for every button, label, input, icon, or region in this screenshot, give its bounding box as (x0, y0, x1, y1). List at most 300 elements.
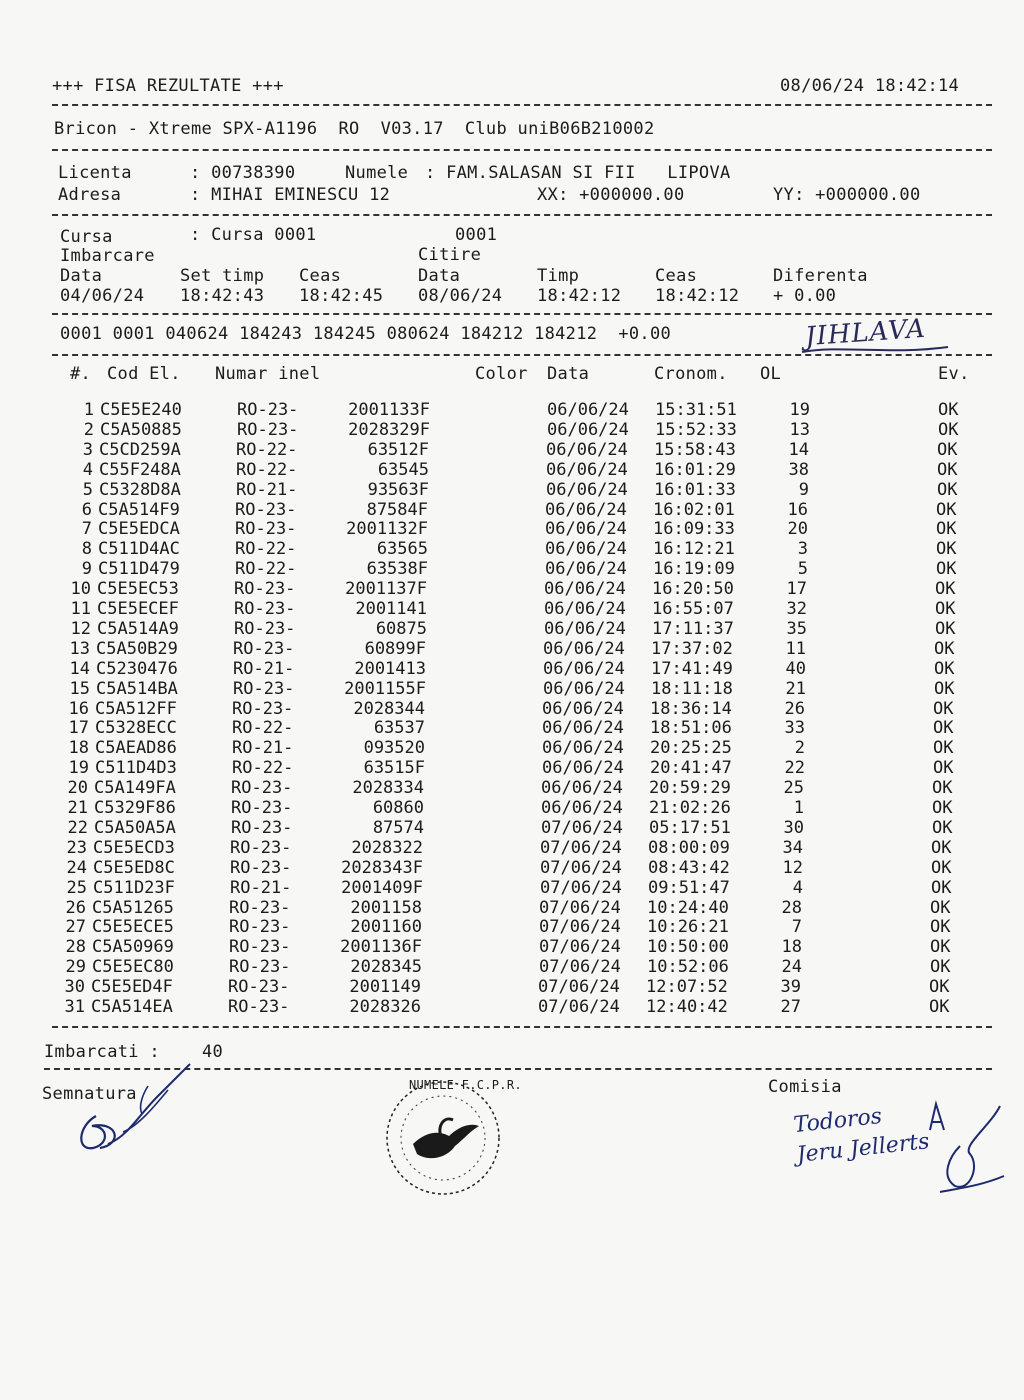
row-nr: 28 (65, 937, 86, 958)
row-cod: C5AEAD86 (95, 738, 177, 759)
row-data: 07/06/24 (540, 837, 622, 858)
row-data: 06/06/24 (546, 439, 628, 460)
row-ring-number: 2001132F (346, 519, 428, 540)
row-data: 06/06/24 (543, 638, 625, 659)
handwritten-location: JIHLAVA (804, 313, 927, 353)
row-ring-number: 63515F (363, 758, 425, 779)
print-timestamp: 08/06/24 18:42:14 (780, 76, 960, 96)
row-cronom: 10:24:40 (647, 897, 729, 918)
row-ol: 35 (786, 618, 807, 639)
row-ol: 18 (781, 937, 802, 958)
row-nr: 10 (70, 579, 91, 600)
row-ev: OK (932, 798, 953, 818)
row-data: 06/06/24 (542, 758, 624, 779)
row-ev: OK (933, 698, 954, 719)
row-ring-prefix: RO-23- (234, 599, 296, 619)
row-nr: 13 (69, 638, 90, 659)
licenta-label: Licenta (58, 163, 132, 183)
row-ol: 19 (789, 400, 810, 420)
row-nr: 1 (83, 400, 94, 420)
row-ring-prefix: RO-23- (229, 917, 291, 938)
row-ev: OK (936, 499, 957, 520)
row-cod: C5CD259A (99, 439, 181, 460)
row-ring-number: 2028345 (350, 957, 422, 978)
row-cod: C5E5ECEF (97, 599, 179, 619)
row-nr: 5 (82, 479, 93, 500)
row-ol: 34 (782, 837, 803, 858)
row-cod: C511D4D3 (95, 758, 177, 779)
row-data: 07/06/24 (538, 977, 620, 998)
col-ceas: Ceas (299, 266, 342, 286)
row-cronom: 16:01:33 (654, 479, 736, 500)
row-cod: C5230476 (96, 658, 178, 679)
row-ev: OK (930, 897, 951, 918)
col-ceas2: Ceas (655, 266, 698, 286)
row-cod: C5A50969 (92, 937, 174, 958)
row-cod: C511D23F (93, 877, 175, 898)
row-cod: C5A50A5A (94, 817, 176, 838)
club-stamp (383, 1078, 522, 1198)
row-cod: C5328D8A (99, 479, 181, 500)
row-data: 07/06/24 (540, 857, 622, 878)
row-ring-number: 87574 (372, 817, 424, 838)
row-ring-prefix: RO-21- (230, 877, 292, 898)
row-data: 07/06/24 (539, 957, 621, 978)
row-nr: 16 (68, 698, 89, 719)
row-nr: 14 (69, 658, 90, 679)
row-ev: OK (930, 957, 951, 978)
row-ring-prefix: RO-23- (230, 857, 292, 878)
row-nr: 4 (82, 459, 93, 480)
row-cod: C5A50885 (100, 419, 182, 440)
row-cronom: 16:01:29 (654, 459, 736, 480)
row-ol: 16 (787, 499, 808, 520)
row-nr: 23 (66, 837, 87, 858)
citire-label: Citire (418, 245, 482, 265)
row-ev: OK (936, 519, 957, 540)
row-ev: OK (931, 857, 952, 878)
row-cronom: 15:31:51 (655, 400, 737, 420)
row-nr: 19 (68, 758, 89, 779)
row-ol: 25 (783, 778, 804, 799)
numele-label: Numele (345, 163, 409, 183)
row-ring-prefix: RO-22- (236, 439, 298, 460)
row-cod: C55F248A (99, 459, 181, 480)
row-data: 07/06/24 (541, 817, 623, 838)
th-cronom: Cronom. (654, 364, 728, 384)
row-cod: C5A514A9 (97, 618, 179, 639)
row-data: 07/06/24 (539, 897, 621, 918)
row-data: 06/06/24 (545, 559, 627, 580)
row-ol: 21 (785, 678, 806, 699)
row-ring-prefix: RO-23- (228, 977, 290, 998)
row-ev: OK (932, 817, 953, 838)
row-ring-number: 2028344 (353, 698, 425, 719)
row-cronom: 18:36:14 (650, 698, 732, 719)
row-cronom: 17:41:49 (651, 658, 733, 679)
row-cod: C5A512FF (95, 698, 177, 719)
row-ring-prefix: RO-22- (235, 539, 297, 560)
row-ring-number: 2028326 (349, 997, 421, 1017)
col-data: Data (60, 266, 103, 286)
row-ring-prefix: RO-23- (230, 837, 292, 858)
row-ev: OK (937, 479, 958, 500)
row-cronom: 09:51:47 (648, 877, 730, 898)
row-ring-prefix: RO-23- (229, 897, 291, 918)
row-cronom: 20:59:29 (649, 778, 731, 799)
stamp-graphic (383, 1078, 503, 1198)
row-ol: 22 (784, 758, 805, 779)
row-cod: C5E5ED8C (93, 857, 175, 878)
row-ol: 20 (787, 519, 808, 540)
divider (52, 1026, 992, 1028)
row-ring-prefix: RO-23- (235, 519, 297, 540)
row-ol: 38 (788, 459, 809, 480)
row-ring-number: 2001136F (340, 937, 422, 958)
row-data: 06/06/24 (542, 698, 624, 719)
row-ol: 2 (794, 738, 805, 759)
row-ev: OK (934, 658, 955, 679)
row-cronom: 16:02:01 (653, 499, 735, 520)
row-data: 06/06/24 (544, 599, 626, 619)
row-ol: 12 (782, 857, 803, 878)
row-cronom: 15:52:33 (655, 419, 737, 440)
row-ev: OK (936, 559, 957, 580)
row-ev: OK (933, 738, 954, 759)
row-ol: 3 (797, 539, 808, 560)
row-cod: C5E5EC53 (97, 579, 179, 600)
divider (52, 354, 992, 356)
row-ring-number: 2001141 (355, 599, 427, 619)
row-cod: C5E5EDCA (98, 519, 180, 540)
val-ceas: 18:42:45 (299, 286, 384, 306)
row-ring-prefix: RO-23- (229, 957, 291, 978)
row-cod: C5E5ED4F (91, 977, 173, 998)
row-ev: OK (934, 638, 955, 659)
col-timp: Timp (537, 266, 580, 286)
row-data: 06/06/24 (544, 579, 626, 600)
val-data: 04/06/24 (60, 286, 145, 306)
row-ring-number: 2001413 (354, 658, 426, 679)
row-cronom: 17:11:37 (652, 618, 734, 639)
row-data: 06/06/24 (545, 519, 627, 540)
divider (52, 104, 992, 106)
row-cod: C5E5ECD3 (93, 837, 175, 858)
semnatura-label: Semnatura (42, 1084, 137, 1104)
row-ring-number: 2001158 (350, 897, 422, 918)
row-ev: OK (935, 579, 956, 600)
row-ring-number: 63537 (373, 718, 425, 739)
row-ol: 14 (788, 439, 809, 460)
col-data2: Data (418, 266, 461, 286)
row-ev: OK (938, 419, 959, 440)
row-cronom: 18:11:18 (651, 678, 733, 699)
row-ring-number: 60899F (364, 638, 426, 659)
row-ev: OK (935, 618, 956, 639)
row-cod: C5E5E240 (100, 400, 182, 420)
row-ring-prefix: RO-23- (235, 499, 297, 520)
device-line: Bricon - Xtreme SPX-A1196 RO V03.17 Club uniB06B210002 (54, 119, 655, 139)
row-ring-prefix: RO-23- (233, 638, 295, 659)
row-data: 06/06/24 (547, 419, 629, 440)
row-ol: 24 (781, 957, 802, 978)
row-data: 06/06/24 (545, 499, 627, 520)
row-ring-number: 2001137F (345, 579, 427, 600)
row-ring-prefix: RO-22- (232, 718, 294, 739)
row-ol: 9 (798, 479, 809, 500)
row-nr: 21 (67, 798, 88, 818)
row-ring-number: 87584F (366, 499, 428, 520)
row-ol: 26 (784, 698, 805, 719)
row-ring-prefix: RO-23- (234, 579, 296, 600)
row-data: 06/06/24 (544, 618, 626, 639)
row-data: 06/06/24 (542, 738, 624, 759)
row-cronom: 20:41:47 (650, 758, 732, 779)
row-ring-number: 2028343F (341, 857, 423, 878)
row-data: 07/06/24 (538, 997, 620, 1017)
row-nr: 12 (70, 618, 91, 639)
row-nr: 15 (69, 678, 90, 699)
row-nr: 22 (67, 817, 88, 838)
row-cronom: 18:51:06 (650, 718, 732, 739)
row-ring-prefix: RO-23- (232, 698, 294, 719)
row-ev: OK (937, 439, 958, 460)
col-diferenta: Diferenta (773, 266, 868, 286)
row-nr: 24 (66, 857, 87, 878)
row-ol: 5 (797, 559, 808, 580)
row-ol: 33 (784, 718, 805, 739)
row-nr: 17 (68, 718, 89, 739)
row-ring-prefix: RO-22- (235, 559, 297, 580)
row-cod: C5328ECC (95, 718, 177, 739)
row-ev: OK (931, 837, 952, 858)
row-data: 06/06/24 (541, 798, 623, 818)
coord-xx: XX: +000000.00 (537, 185, 685, 205)
row-ol: 27 (780, 997, 801, 1017)
val-diferenta: + 0.00 (773, 286, 837, 306)
row-data: 06/06/24 (546, 459, 628, 480)
licenta-value: : 00738390 (190, 163, 296, 183)
row-cod: C5A514BA (96, 678, 178, 699)
row-ol: 40 (785, 658, 806, 679)
row-cronom: 16:19:09 (653, 559, 735, 580)
th-cod: Cod El. (107, 364, 181, 384)
cursa-value: : Cursa 0001 (190, 225, 317, 245)
row-ol: 7 (791, 917, 802, 938)
row-ol: 13 (789, 419, 810, 440)
th-color: Color (475, 364, 528, 384)
row-ring-number: 2028329F (348, 419, 430, 440)
row-cronom: 16:09:33 (653, 519, 735, 540)
row-cronom: 16:12:21 (653, 539, 735, 560)
row-cronom: 15:58:43 (654, 439, 736, 460)
row-nr: 2 (83, 419, 94, 440)
row-cod: C5329F86 (94, 798, 176, 818)
row-ring-number: 63565 (376, 539, 428, 560)
coord-yy: YY: +000000.00 (773, 185, 921, 205)
row-ev: OK (933, 758, 954, 779)
row-nr: 3 (82, 439, 93, 460)
row-nr: 11 (70, 599, 91, 619)
row-ring-prefix: RO-23- (234, 618, 296, 639)
stamp-text: NUMELE F.C.P.R. (409, 1078, 522, 1092)
row-ol: 4 (792, 877, 803, 898)
numele-value: : FAM.SALASAN SI FII LIPOVA (425, 163, 731, 183)
row-ring-number: 2028334 (352, 778, 424, 799)
row-cronom: 05:17:51 (649, 817, 731, 838)
row-nr: 25 (66, 877, 87, 898)
row-data: 06/06/24 (543, 678, 625, 699)
row-ol: 28 (781, 897, 802, 918)
row-ring-number: 2001155F (344, 678, 426, 699)
row-nr: 6 (81, 499, 92, 520)
divider (52, 149, 992, 151)
row-nr: 20 (67, 778, 88, 799)
row-ring-number: 63512F (367, 439, 429, 460)
row-cronom: 10:52:06 (647, 957, 729, 978)
row-data: 06/06/24 (545, 539, 627, 560)
row-cronom: 16:55:07 (652, 599, 734, 619)
th-nr: #. (70, 364, 92, 384)
row-ol: 17 (786, 579, 807, 600)
row-ev: OK (936, 539, 957, 560)
row-ring-number: 63538F (366, 559, 428, 580)
row-ring-prefix: RO-22- (236, 459, 298, 480)
row-cod: C5A514EA (91, 997, 173, 1017)
row-ev: OK (932, 778, 953, 799)
row-ev: OK (937, 459, 958, 480)
row-nr: 18 (68, 738, 89, 759)
row-nr: 29 (65, 957, 86, 978)
val-timp: 18:42:12 (537, 286, 622, 306)
row-cod: C511D479 (98, 559, 180, 580)
row-data: 06/06/24 (541, 778, 623, 799)
row-ring-prefix: RO-23- (237, 419, 299, 440)
th-inel: Numar inel (215, 364, 321, 384)
row-ring-prefix: RO-23- (228, 997, 290, 1017)
row-ol: 30 (783, 817, 804, 838)
owner-signature (68, 1056, 198, 1156)
row-ring-number: 093520 (363, 738, 425, 759)
row-ring-number: 93563F (367, 479, 429, 500)
row-nr: 30 (64, 977, 85, 998)
row-ring-number: 60875 (375, 618, 427, 639)
row-ring-number: 63545 (377, 459, 429, 480)
row-cronom: 16:20:50 (652, 579, 734, 600)
row-ring-prefix: RO-23- (231, 817, 293, 838)
row-cod: C5A514F9 (98, 499, 180, 520)
race-summary-line: 0001 0001 040624 184243 184245 080624 184212 184212 +0.00 (60, 324, 672, 344)
row-ev: OK (933, 718, 954, 739)
row-ring-prefix: RO-23- (231, 778, 293, 799)
row-ev: OK (931, 877, 952, 898)
commission-signature-mark (900, 1096, 1010, 1216)
row-cod: C5A149FA (94, 778, 176, 799)
row-ring-prefix: RO-22- (232, 758, 294, 779)
row-nr: 26 (65, 897, 86, 918)
row-ring-prefix: RO-21- (233, 658, 295, 679)
th-ev: Ev. (938, 364, 970, 384)
row-ring-number: 2028322 (351, 837, 423, 858)
row-ring-number: 2001409F (341, 877, 423, 898)
row-ol: 11 (785, 638, 806, 659)
imbarcati-value: 40 (202, 1042, 224, 1062)
imbarcare-label: Imbarcare (60, 246, 155, 266)
sheet-title: +++ FISA REZULTATE +++ (52, 76, 284, 96)
row-cronom: 17:37:02 (651, 638, 733, 659)
row-data: 06/06/24 (546, 479, 628, 500)
row-ring-prefix: RO-21- (232, 738, 294, 759)
row-cod: C5A51265 (92, 897, 174, 918)
row-cod: C5A50B29 (96, 638, 178, 659)
row-ev: OK (935, 599, 956, 619)
row-cod: C5E5ECE5 (92, 917, 174, 938)
row-data: 07/06/24 (539, 917, 621, 938)
row-ring-number: 2001149 (349, 977, 421, 998)
cursa-code: 0001 (455, 225, 498, 245)
row-ev: OK (929, 997, 950, 1017)
row-cronom: 10:50:00 (647, 937, 729, 958)
row-ring-number: 2001133F (348, 400, 430, 420)
row-ring-prefix: RO-23- (229, 937, 291, 958)
row-ev: OK (930, 937, 951, 958)
row-nr: 31 (64, 997, 85, 1017)
row-ev: OK (938, 400, 959, 420)
row-data: 06/06/24 (542, 718, 624, 739)
row-nr: 8 (81, 539, 92, 560)
row-ol: 32 (786, 599, 807, 619)
row-ol: 1 (793, 798, 804, 818)
row-ring-prefix: RO-23- (233, 678, 295, 699)
cursa-label: Cursa (60, 227, 113, 247)
divider (52, 214, 992, 216)
row-data: 06/06/24 (547, 400, 629, 420)
row-ev: OK (934, 678, 955, 699)
col-settimp: Set timp (180, 266, 265, 286)
val-data2: 08/06/24 (418, 286, 503, 306)
adresa-value: : MIHAI EMINESCU 12 (190, 185, 391, 205)
row-ring-number: 60860 (372, 798, 424, 818)
row-ring-prefix: RO-23- (231, 798, 293, 818)
row-nr: 7 (81, 519, 92, 540)
row-cronom: 21:02:26 (649, 798, 731, 818)
row-cronom: 08:43:42 (648, 857, 730, 878)
th-data: Data (547, 364, 590, 384)
comisia-label: Comisia (768, 1077, 842, 1097)
row-data: 07/06/24 (539, 937, 621, 958)
row-ev: OK (930, 917, 951, 938)
row-ring-prefix: RO-23- (237, 400, 299, 420)
row-ev: OK (929, 977, 950, 998)
th-ol: OL (760, 364, 782, 384)
val-ceas2: 18:42:12 (655, 286, 740, 306)
row-cronom: 08:00:09 (648, 837, 730, 858)
row-cronom: 12:07:52 (646, 977, 728, 998)
commission-signatures: Todoros Jeru Jellerts (792, 1103, 931, 1168)
row-data: 07/06/24 (540, 877, 622, 898)
adresa-label: Adresa (58, 185, 122, 205)
row-cronom: 12:40:42 (646, 997, 728, 1017)
row-nr: 9 (81, 559, 92, 580)
row-ring-number: 2001160 (350, 917, 422, 938)
imbarcati-label: Imbarcati : (44, 1042, 160, 1062)
row-ol: 39 (780, 977, 801, 998)
divider (52, 313, 992, 315)
row-data: 06/06/24 (543, 658, 625, 679)
row-cronom: 20:25:25 (650, 738, 732, 759)
row-cod: C5E5EC80 (92, 957, 174, 978)
row-cronom: 10:26:21 (647, 917, 729, 938)
